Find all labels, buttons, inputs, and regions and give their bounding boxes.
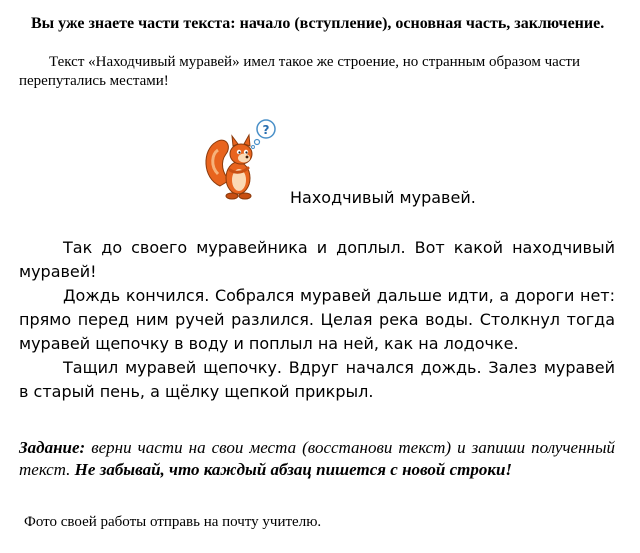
footer-note: Фото своей работы отправь на почту учителю. — [24, 514, 322, 530]
squirrel-illustration — [200, 116, 280, 208]
story-paragraph-1: Так до своего муравейника и доплыл. Вот какой находчивый муравей! — [19, 238, 615, 281]
intro-text: Текст «Находчивый муравей» имел такое же строение, но странным образом части перепутались местами! — [19, 54, 581, 89]
task-label: Задание: — [19, 438, 86, 457]
task-text: верни части на свои места (восстанови текст) и запиши полученный текст. — [19, 438, 615, 479]
story-paragraph-3: Тащил муравей щепочку. Вдруг начался дождь. Залез муравей в старый пень, а щёлку щепкой прикрыл. — [19, 358, 615, 401]
story-text — [19, 236, 615, 404]
question-mark: ? — [262, 123, 270, 137]
task-block — [19, 437, 615, 481]
story-title: Находчивый муравей. — [290, 188, 476, 207]
intro-heading: Вы уже знаете части текста: начало (вступление), основная часть, заключение. — [31, 15, 605, 32]
story-paragraph-2: Дождь кончился. Собрался муравей дальше идти, а дороги нет: прямо перед ним ручей разлился. Целая река воды. Столкнул тогда муравей щепочку в воду и поплыл на ней, как на лодочке. — [19, 286, 615, 353]
task-emphasis: Не забывай, что каждый абзац пишется с новой строки! — [74, 460, 513, 479]
